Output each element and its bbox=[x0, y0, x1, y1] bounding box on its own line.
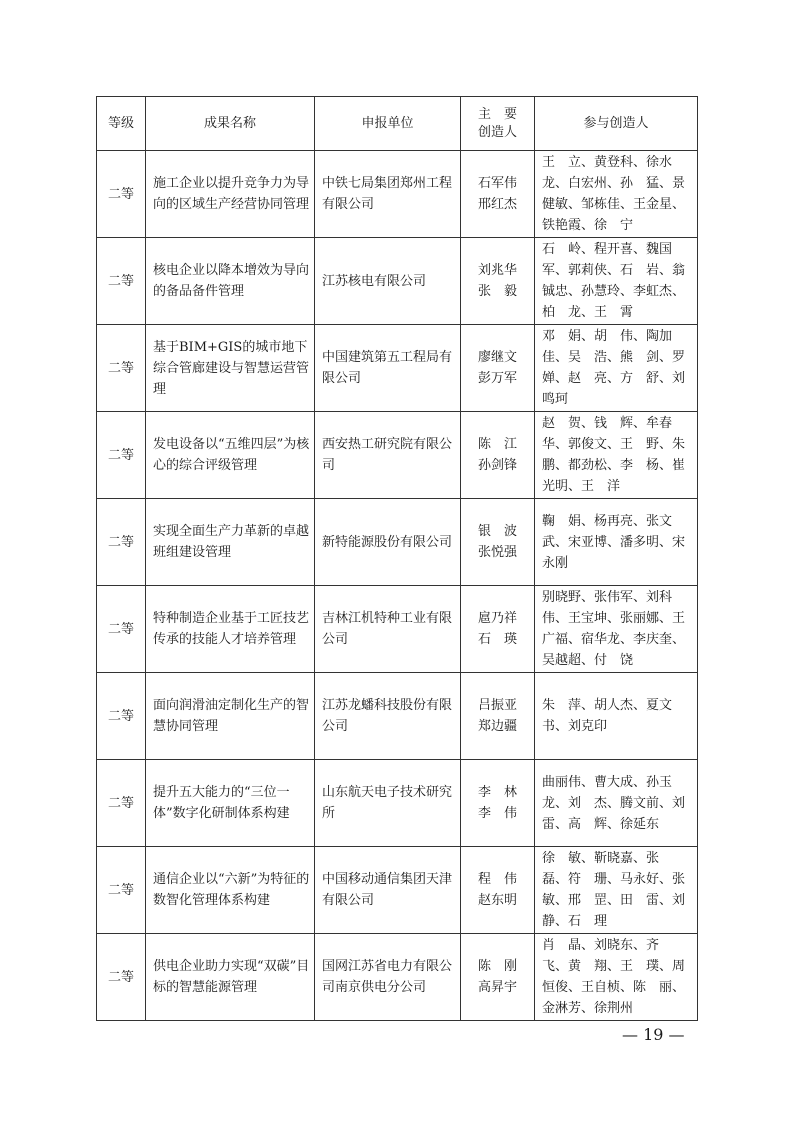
main-creator: 孙剑锋 bbox=[477, 458, 517, 473]
cell-unit: 中国移动通信集团天津有限公司 bbox=[315, 847, 461, 934]
cell-participants: 徐 敏、靳晓嘉、张 磊、符 珊、马永好、张 敏、邢 罡、田 雷、刘 静、石 理 bbox=[535, 847, 698, 934]
cell-name: 面向润滑油定制化生产的智慧协同管理 bbox=[146, 673, 315, 760]
cell-participants: 邓 娟、胡 伟、陶加佳、吴 浩、熊 剑、罗 婵、赵 亮、方 舒、刘鸣珂 bbox=[535, 325, 698, 412]
cell-name: 提升五大能力的“三位一体”数字化研制体系构建 bbox=[146, 760, 315, 847]
cell-grade: 二等 bbox=[97, 325, 146, 412]
main-creator: 银 波 bbox=[477, 524, 517, 539]
cell-grade: 二等 bbox=[97, 760, 146, 847]
cell-name: 发电设备以“五维四层”为核心的综合评级管理 bbox=[146, 412, 315, 499]
header-main-line2: 创造人 bbox=[477, 124, 517, 140]
cell-name: 实现全面生产力革新的卓越班组建设管理 bbox=[146, 499, 315, 586]
cell-main-creators bbox=[461, 673, 535, 760]
cell-participants: 肖 晶、刘晓东、齐 飞、黄 翔、王 璞、周恒俊、王自桢、陈 丽、金淋芳、徐荆州 bbox=[535, 934, 698, 1021]
cell-main-creators bbox=[461, 412, 535, 499]
cell-grade: 二等 bbox=[97, 499, 146, 586]
cell-grade: 二等 bbox=[97, 586, 146, 673]
header-grade: 等级 bbox=[97, 97, 146, 151]
cell-name: 特种制造企业基于工匠技艺传承的技能人才培养管理 bbox=[146, 586, 315, 673]
table-row bbox=[97, 847, 698, 934]
main-creator: 李 伟 bbox=[477, 806, 517, 821]
cell-grade: 二等 bbox=[97, 934, 146, 1021]
table-row bbox=[97, 586, 698, 673]
cell-unit: 中国建筑第五工程局有限公司 bbox=[315, 325, 461, 412]
main-creator: 郑边疆 bbox=[477, 719, 517, 734]
table-row bbox=[97, 325, 698, 412]
cell-name: 施工企业以提升竞争力为导向的区域生产经营协同管理 bbox=[146, 151, 315, 238]
table-row bbox=[97, 673, 698, 760]
table-header-row bbox=[97, 97, 698, 151]
main-creator: 彭万军 bbox=[477, 371, 517, 386]
header-participants: 参与创造人 bbox=[535, 97, 698, 151]
cell-main-creators bbox=[461, 586, 535, 673]
cell-participants: 王 立、黄登科、徐水龙、白宏州、孙 猛、景健敏、邹栋佳、王金星、铁艳霞、徐 宁 bbox=[535, 151, 698, 238]
cell-main-creators bbox=[461, 238, 535, 325]
cell-participants: 朱 萍、胡人杰、夏文书、刘克印 bbox=[535, 673, 698, 760]
cell-main-creators bbox=[461, 934, 535, 1021]
main-creator: 高昇宇 bbox=[477, 980, 517, 995]
main-creator: 陈 刚 bbox=[477, 959, 517, 974]
cell-grade: 二等 bbox=[97, 238, 146, 325]
awards-table bbox=[96, 96, 698, 1021]
main-creator: 程 伟 bbox=[477, 872, 517, 887]
main-creator: 李 林 bbox=[477, 785, 517, 800]
header-name: 成果名称 bbox=[146, 97, 315, 151]
main-creator: 廖继文 bbox=[477, 350, 517, 365]
cell-main-creators bbox=[461, 499, 535, 586]
header-unit: 申报单位 bbox=[315, 97, 461, 151]
table-row bbox=[97, 760, 698, 847]
table-row bbox=[97, 238, 698, 325]
cell-participants: 赵 贺、钱 辉、牟春华、郭俊文、王 野、朱 鹏、都劲松、李 杨、崔光明、王 洋 bbox=[535, 412, 698, 499]
cell-unit: 国网江苏省电力有限公司南京供电分公司 bbox=[315, 934, 461, 1021]
cell-name: 供电企业助力实现“双碳”目标的智慧能源管理 bbox=[146, 934, 315, 1021]
cell-grade: 二等 bbox=[97, 412, 146, 499]
main-creator: 张悦强 bbox=[477, 545, 517, 560]
table-row bbox=[97, 499, 698, 586]
header-main-creator bbox=[461, 97, 535, 151]
cell-main-creators bbox=[461, 151, 535, 238]
main-creator: 刘兆华 bbox=[477, 263, 517, 278]
header-main-line1: 主 要 bbox=[477, 106, 517, 122]
cell-unit: 西安热工研究院有限公司 bbox=[315, 412, 461, 499]
main-creator: 扈乃祥 bbox=[477, 611, 517, 626]
cell-participants: 别晓野、张伟军、刘科伟、王宝坤、张丽娜、王广福、宿华龙、李庆奎、吴越超、付 饶 bbox=[535, 586, 698, 673]
main-creator: 石军伟 bbox=[477, 176, 517, 191]
main-creator: 吕振亚 bbox=[477, 698, 517, 713]
cell-grade: 二等 bbox=[97, 847, 146, 934]
page-number: — 19 — bbox=[622, 1025, 685, 1044]
table-row bbox=[97, 151, 698, 238]
cell-unit: 新特能源股份有限公司 bbox=[315, 499, 461, 586]
cell-unit: 江苏核电有限公司 bbox=[315, 238, 461, 325]
cell-name: 通信企业以“六新”为特征的数智化管理体系构建 bbox=[146, 847, 315, 934]
main-creator: 石 瑛 bbox=[477, 632, 517, 647]
cell-participants: 曲丽伟、曹大成、孙玉龙、刘 杰、腾文前、刘 雷、高 辉、徐延东 bbox=[535, 760, 698, 847]
main-creator: 张 毅 bbox=[477, 284, 517, 299]
cell-grade: 二等 bbox=[97, 151, 146, 238]
table-row bbox=[97, 934, 698, 1021]
cell-main-creators bbox=[461, 847, 535, 934]
cell-unit: 中铁七局集团郑州工程有限公司 bbox=[315, 151, 461, 238]
main-creator: 陈 江 bbox=[477, 437, 517, 452]
main-creator: 赵东明 bbox=[477, 893, 517, 908]
cell-main-creators bbox=[461, 760, 535, 847]
cell-grade: 二等 bbox=[97, 673, 146, 760]
main-creator: 邢红杰 bbox=[477, 197, 517, 212]
cell-main-creators bbox=[461, 325, 535, 412]
cell-name: 基于BIM+GIS的城市地下综合管廊建设与智慧运营管理 bbox=[146, 325, 315, 412]
cell-participants: 石 岭、程开喜、魏国军、郭莉侠、石 岩、翁铖忠、孙慧玲、李虹杰、柏 龙、王 霄 bbox=[535, 238, 698, 325]
cell-participants: 鞠 娟、杨再亮、张文武、宋亚博、潘多明、宋永刚 bbox=[535, 499, 698, 586]
cell-unit: 山东航天电子技术研究所 bbox=[315, 760, 461, 847]
cell-name: 核电企业以降本增效为导向的备品备件管理 bbox=[146, 238, 315, 325]
cell-unit: 吉林江机特种工业有限公司 bbox=[315, 586, 461, 673]
cell-unit: 江苏龙蟠科技股份有限公司 bbox=[315, 673, 461, 760]
table-row bbox=[97, 412, 698, 499]
